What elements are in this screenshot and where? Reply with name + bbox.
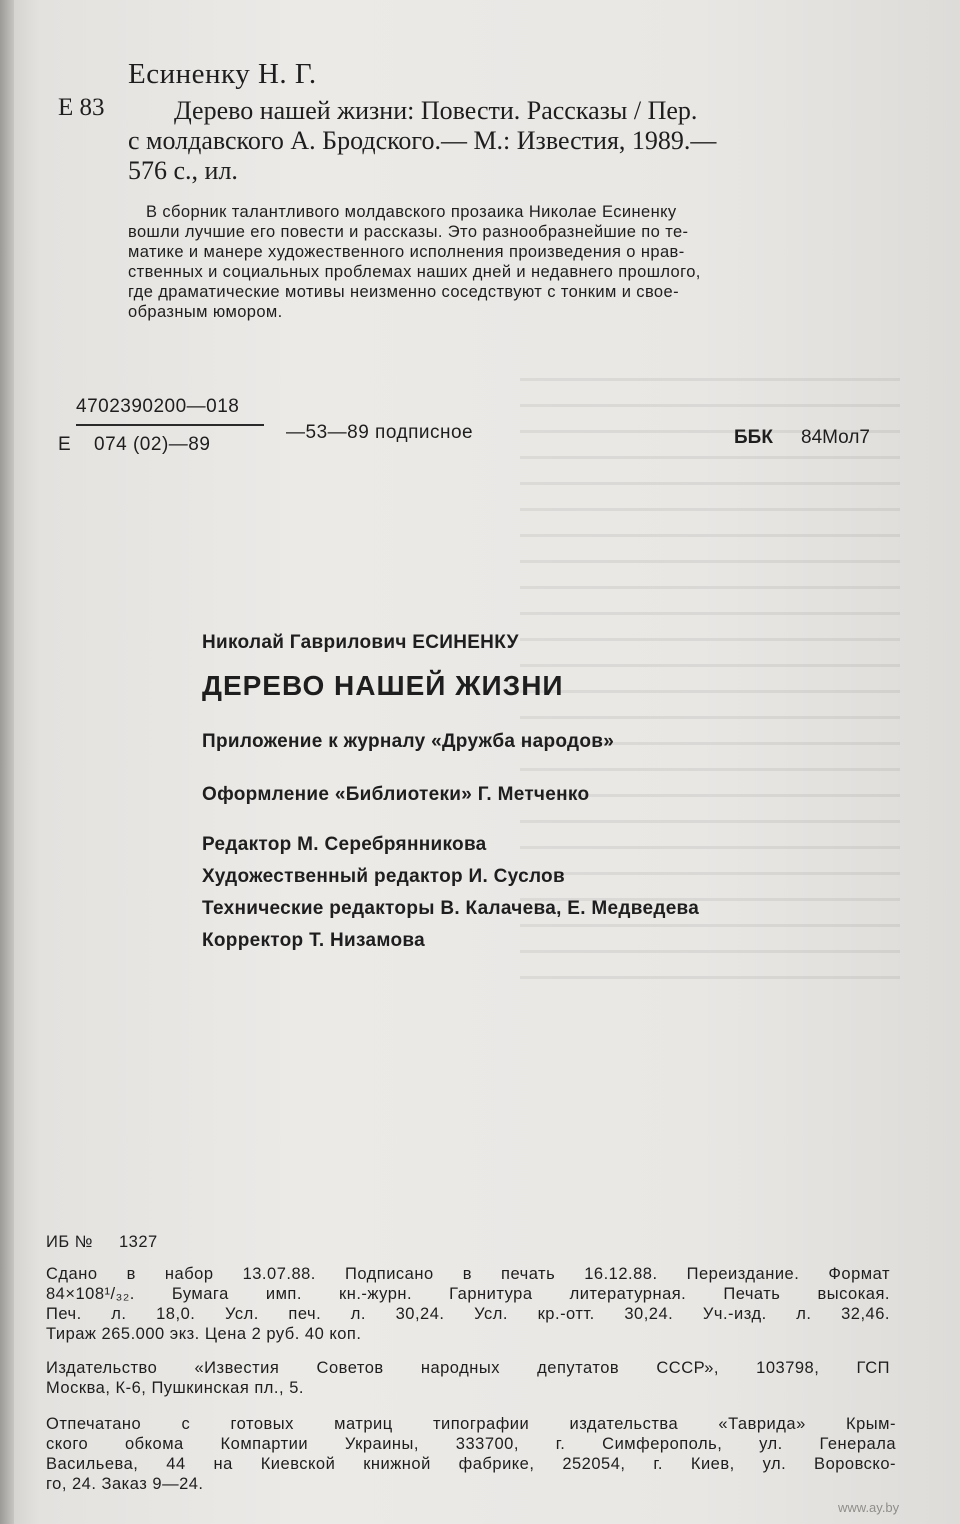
ib-number: 1327 — [118, 1233, 158, 1251]
catalog-number: Е 83 — [58, 94, 105, 121]
credit-name: М. Серебрянникова — [297, 834, 487, 855]
technical-line: 84×108¹/₃₂. Бумага имп. кн.-журн. Гарнитура литературная. Печать высокая. — [46, 1285, 890, 1303]
printing-line: Васильева, 44 на Киевской книжной фабрике, 252054, г. Киев, ул. Воровско- — [46, 1455, 896, 1473]
credit-role: Редактор — [202, 834, 292, 855]
ib-label: ИБ № — [46, 1233, 93, 1251]
art-editor-credit — [202, 866, 565, 888]
credit-name: И. Суслов — [468, 866, 565, 887]
credit-role: Технические редакторы — [202, 898, 435, 919]
credit-name: Г. Метченко — [477, 784, 590, 805]
supplement-note: Приложение к журналу «Дружба народов» — [202, 731, 615, 752]
technical-line: Тираж 265.000 экз. Цена 2 руб. 40 коп. — [46, 1325, 362, 1343]
proofreader-credit — [202, 930, 425, 952]
bbk-code: 84Мол7 — [801, 427, 870, 448]
printing-line: го, 24. Заказ 9—24. — [46, 1475, 204, 1493]
bibliographic-line: с молдавского А. Бродского.— М.: Известия, 1989.— — [128, 126, 717, 155]
technical-line: Сдано в набор 13.07.88. Подписано в печать 16.12.88. Переиздание. Формат — [46, 1265, 890, 1283]
index-code-prefix: Е — [58, 434, 71, 455]
bibliographic-description — [128, 96, 898, 186]
credit-name: Т. Низамова — [309, 930, 425, 951]
credit-role: Корректор — [202, 930, 304, 951]
publisher-details — [46, 1358, 890, 1398]
annotation-line: матике и манере художественного исполнения произведения о нрав- — [128, 243, 685, 261]
credit-role: Оформление «Библиотеки» — [202, 784, 473, 805]
index-code-fraction-line — [76, 424, 264, 426]
page-spine-shadow — [0, 0, 14, 1524]
ib-number-line — [46, 1232, 158, 1252]
bibliographic-line: 576 с., ил. — [128, 156, 238, 185]
catalog-author-heading: Есиненку Н. Г. — [128, 58, 317, 90]
credit-role: Художественный редактор — [202, 866, 463, 887]
design-credit — [202, 784, 589, 806]
annotation-line: образным юмором. — [128, 303, 283, 321]
show-through-texture — [520, 360, 900, 980]
tech-editors-credit — [202, 898, 699, 920]
publisher-line: Москва, К-6, Пушкинская пл., 5. — [46, 1379, 304, 1397]
credit-name: В. Калачева, Е. Медведева — [440, 898, 700, 919]
index-code-numerator: 4702390200—018 — [76, 396, 240, 417]
printing-line: ского обкома Компартии Украины, 333700, г. Симферополь, ул. Генерала — [46, 1435, 896, 1453]
bibliographic-line: Дерево нашей жизни: Повести. Рассказы / Пер. — [174, 96, 698, 125]
annotation-line: ственных и социальных проблемах наших дней и недавнего прошлого, — [128, 263, 701, 281]
index-code-denominator: 074 (02)—89 — [94, 434, 211, 455]
printing-line: Отпечатано с готовых матриц типографии издательства «Таврида» Крым- — [46, 1415, 896, 1433]
index-code-suffix: —53—89 подписное — [286, 422, 474, 443]
annotation-line: В сборник талантливого молдавского прозаика Николае Есиненку — [146, 203, 677, 221]
bbk-label: ББК — [734, 427, 773, 448]
watermark: www.ay.by — [838, 1500, 900, 1515]
full-author-name: Николай Гаврилович ЕСИНЕНКУ — [202, 632, 519, 653]
technical-line: Печ. л. 18,0. Усл. печ. л. 30,24. Усл. кр.-отт. 30,24. Уч.-изд. л. 32,46. — [46, 1305, 890, 1323]
printing-details — [46, 1414, 896, 1494]
editor-credit — [202, 834, 487, 856]
annotation-line: вошли лучшие его повести и рассказы. Это разнообразнейшие по те- — [128, 223, 689, 241]
book-title: ДЕРЕВО НАШЕЙ ЖИЗНИ — [202, 670, 564, 701]
annotation-line: где драматические мотивы неизменно соседствуют с тонким и свое- — [128, 283, 679, 301]
technical-details — [46, 1264, 890, 1344]
annotation — [128, 202, 898, 322]
publisher-line: Издательство «Известия Советов народных депутатов СССР», 103798, ГСП — [46, 1359, 890, 1377]
